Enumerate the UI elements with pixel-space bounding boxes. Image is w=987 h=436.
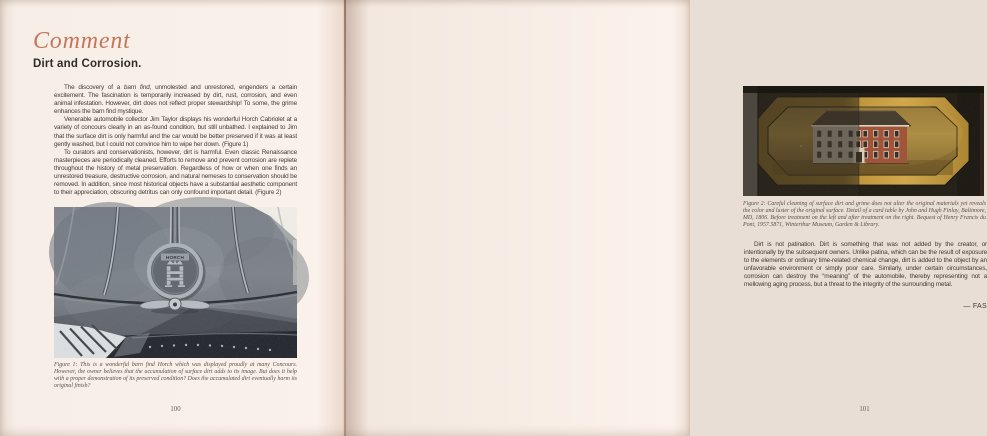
page-title: Dirt and Corrosion. bbox=[33, 58, 142, 70]
section-heading: Comment bbox=[33, 28, 131, 54]
right-page bbox=[345, 0, 987, 436]
paragraph-1-italic: barn find bbox=[123, 84, 150, 91]
paragraph-1-pre: The discovery of a bbox=[64, 84, 124, 91]
horch-hood-illustration bbox=[54, 207, 297, 358]
figure-1-caption: Figure 1: This is a wonderful barn find Horch which was displayed proudly at many Concours. However, the owner believes that the accumulation of surface dirt adds to its image. But does it help with a proper demonstration of its preserved condition? Does the accumulated dirt eventually harm its original finish? bbox=[54, 362, 297, 390]
page-number-left: 100 bbox=[170, 406, 181, 413]
figure-2-card-table-painting bbox=[743, 86, 984, 196]
paragraph-4: Dirt is not patination. Dirt is something that was not added by the creator, or intentionally by the subsequent owners. Unlike patina, which can be the result of exposure to the elements or ordinary time-related chemical change, dirt is added to the object by an unfavorable environment or simply poor care. Similarly, under certain circumstances, corrosion can destroy the “meaning” of the automobile, thereby representing not a mellowing aging process, but a threat to the integrity of the surrounding metal. bbox=[744, 241, 987, 289]
paragraph-1-post: , unmolested and unrestored, engenders a certain excitement. The fascination is temporarily increased by dirt, rust, corrosion, and even animal infestation. However, dirt does not reflect proper stewardship! To some, the grime enhances the barn find mystique. bbox=[54, 84, 297, 116]
right-body-text bbox=[744, 241, 987, 290]
figure-2-caption: Figure 2: Careful cleaning of surface dirt and grime does not alter the original materials yet reveals the color and luster of the original surface. Detail of a card table by John and Hugh Finlay, Baltimore, MD, 1806. Before treatment on the left and after treatment on the right. Bequest of Henry Francis du Pont, 1957.5871, Winterthur Museum, Garden & Library. bbox=[743, 201, 986, 229]
paragraph-1 bbox=[54, 84, 297, 116]
card-table-illustration bbox=[743, 86, 984, 196]
figure-1-horch-photo bbox=[54, 207, 297, 358]
paragraph-3: To curators and conservationists, however, dirt is harmful. Even classic Renaissance masterpieces are periodically cleaned. Efforts to remove and prevent corrosion are replete throughout the history of metal preservation. Regardless of how or when one finds an unrestored treasure, destructive corrosion, and natural nemeses to conservation should be removed. In addition, since most historical objects have a substantial aesthetic component to their appreciation, obscuring detritus can only confound important detail. (Figure 2) bbox=[54, 148, 297, 197]
left-page bbox=[0, 0, 345, 436]
left-body-text bbox=[54, 84, 297, 197]
page-number-right: 101 bbox=[859, 406, 870, 413]
paragraph-2: Venerable automobile collector Jim Taylor displays his wonderful Horch Cabriolet at a variety of concours clearly in an as-found condition, but still unbathed. I explained to Jim that the surface dirt is only harmful and the car would be better preserved if it was at least gently washed, but I could not convince him to wipe her down. (Figure 1) bbox=[54, 116, 297, 148]
author-initials: — FAS bbox=[963, 303, 987, 310]
